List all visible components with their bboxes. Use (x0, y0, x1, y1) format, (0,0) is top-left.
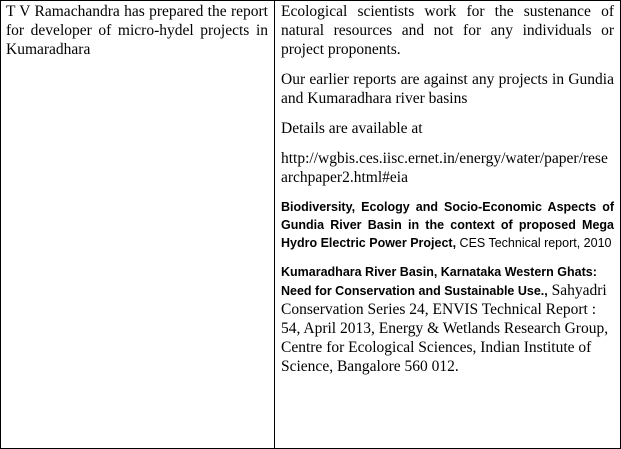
reference-2-details: Sahyadri Conservation Series 24, ENVIS Technical Report : 54, April 2013, Energy & Wetlands Research Group, Centre for Ecological Sciences, Indian Institute of Science, Bangalore 560 012. (281, 282, 609, 375)
table-row (1, 1, 621, 449)
response-paragraph-2: Our earlier reports are against any projects in Gundia and Kumaradhara river basins (281, 71, 614, 107)
reference-1 (281, 198, 614, 252)
report-url-link[interactable]: http://wgbis.ces.iisc.ernet.in/energy/water/paper/researchpaper2.html#eia (281, 150, 608, 186)
reference-1-title: Biodiversity, Ecology and Socio-Economic Aspects of Gundia River Basin in the context of proposed Mega Hydro Electric Power Project, (281, 200, 614, 250)
claim-text: T V Ramachandra has prepared the report for developer of micro-hydel projects in Kumaradhara (6, 3, 268, 58)
reference-2-title: Kumaradhara River Basin, Karnataka Western Ghats: Need for Conservation and Sustainable Use., (281, 265, 597, 298)
reference-2 (281, 263, 614, 376)
reference-1-details: CES Technical report, 2010 (456, 236, 612, 250)
response-cell (275, 1, 621, 449)
response-paragraph-1: Ecological scientists work for the sustenance of natural resources and not for any individuals or project proponents. (281, 3, 614, 58)
claim-cell (1, 1, 275, 449)
response-paragraph-3: Details are available at (281, 120, 423, 137)
